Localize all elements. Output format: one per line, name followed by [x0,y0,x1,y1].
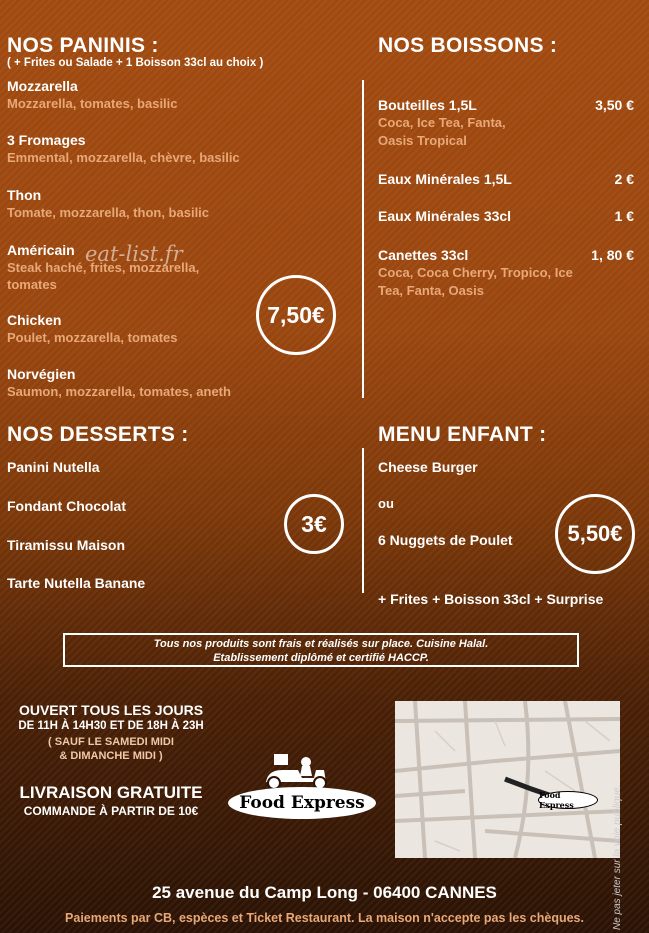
drink-name: Bouteilles 1,5L [378,97,477,113]
drink-item [378,97,634,150]
dessert-item: Fondant Chocolat [7,498,126,514]
enfant-item: 6 Nuggets de Poulet [378,532,513,548]
enfant-or: ou [378,496,394,511]
drink-item [378,208,634,225]
hours-times: DE 11H À 14H30 ET DE 18H À 23H [18,720,204,732]
panini-item [7,132,257,166]
panini-name: Mozzarella [7,78,78,94]
drink-price: 1 € [614,208,634,224]
hours-title: OUVERT TOUS LES JOURS [18,702,204,718]
map-streets [395,701,620,858]
panini-desc: Mozzarella, tomates, basilic [7,96,178,111]
divider [362,448,364,593]
paninis-subtitle: ( + Frites ou Salade + 1 Boisson 33cl au choix ) [7,57,264,69]
desserts-price: 3€ [301,510,327,537]
drink-item [378,247,634,300]
dessert-item: Panini Nutella [7,459,100,475]
drink-price: 3,50 € [595,97,634,113]
desserts-price-badge [284,494,344,554]
boissons-title: NOS BOISSONS : [378,34,558,57]
drink-desc: Coca, Ice Tea, Fanta, Oasis Tropical [378,115,506,148]
food-express-logo [228,752,378,824]
logo-text: Food Express [239,793,365,813]
delivery-title: LIVRAISON GRATUITE [19,783,203,802]
dessert-item: Tiramissu Maison [7,537,126,553]
location-map [395,701,620,858]
delivery-min: COMMANDE À PARTIR DE 10€ [23,804,199,818]
drink-price: 1, 80 € [591,247,634,263]
paninis-title: NOS PANINIS : [7,34,159,57]
panini-item [7,366,257,400]
enfant-extras: + Frites + Boisson 33cl + Surprise [378,591,604,607]
panini-name: Norvégien [7,366,76,382]
paninis-price-badge [256,275,336,355]
hours-exception: & DIMANCHE MIDI ) [59,750,163,762]
enfant-title: MENU ENFANT : [378,423,547,446]
notice-line: Etablissement diplômé et certifié HACCP. [213,652,429,664]
hours-exception: ( SAUF LE SAMEDI MIDI [48,736,174,748]
enfant-price-badge [555,494,635,574]
panini-name: 3 Fromages [7,132,86,148]
drink-price: 2 € [614,171,634,187]
payments: Paiements par CB, espèces et Ticket Restaurant. La maison n'accepte pas les chèques. [65,911,584,925]
drink-name: Canettes 33cl [378,247,469,263]
enfant-price: 5,50€ [567,521,623,546]
panini-desc: Steak haché, frites, mozzarella, tomates [7,260,200,292]
notice-box [63,633,579,667]
drink-name: Eaux Minérales 1,5L [378,171,512,187]
panini-item [7,78,257,112]
panini-item [7,312,257,346]
panini-desc: Poulet, mozzarella, tomates [7,330,178,345]
panini-desc: Emmental, mozzarella, chèvre, basilic [7,150,240,165]
desserts-title: NOS DESSERTS : [7,423,189,446]
dessert-item: Tarte Nutella Banane [7,575,146,591]
map-marker-label: Food Express [539,790,574,810]
map-marker [538,791,598,809]
drink-desc: Coca, Coca Cherry, Tropico, Ice Tea, Fanta, Oasis [378,265,573,298]
enfant-item: Cheese Burger [378,459,478,475]
panini-name: Thon [7,187,42,203]
logo-oval [228,787,376,819]
panini-name: Chicken [7,312,62,328]
notice-line: Tous nos produits sont frais et réalisés sur place. Cuisine Halal. [153,638,489,650]
watermark: eat-list.fr [85,242,183,266]
panini-item [7,187,257,221]
panini-name: Américain [7,242,75,258]
drink-name: Eaux Minérales 33cl [378,208,512,224]
side-note: Ne pas jeter sur la voie publique. [612,784,623,930]
address: 25 avenue du Camp Long - 06400 CANNES [152,883,497,902]
panini-desc: Tomate, mozzarella, thon, basilic [7,205,210,220]
drink-item [378,171,634,188]
panini-desc: Saumon, mozzarella, tomates, aneth [7,384,231,399]
divider [362,80,364,398]
paninis-price: 7,50€ [267,301,325,328]
